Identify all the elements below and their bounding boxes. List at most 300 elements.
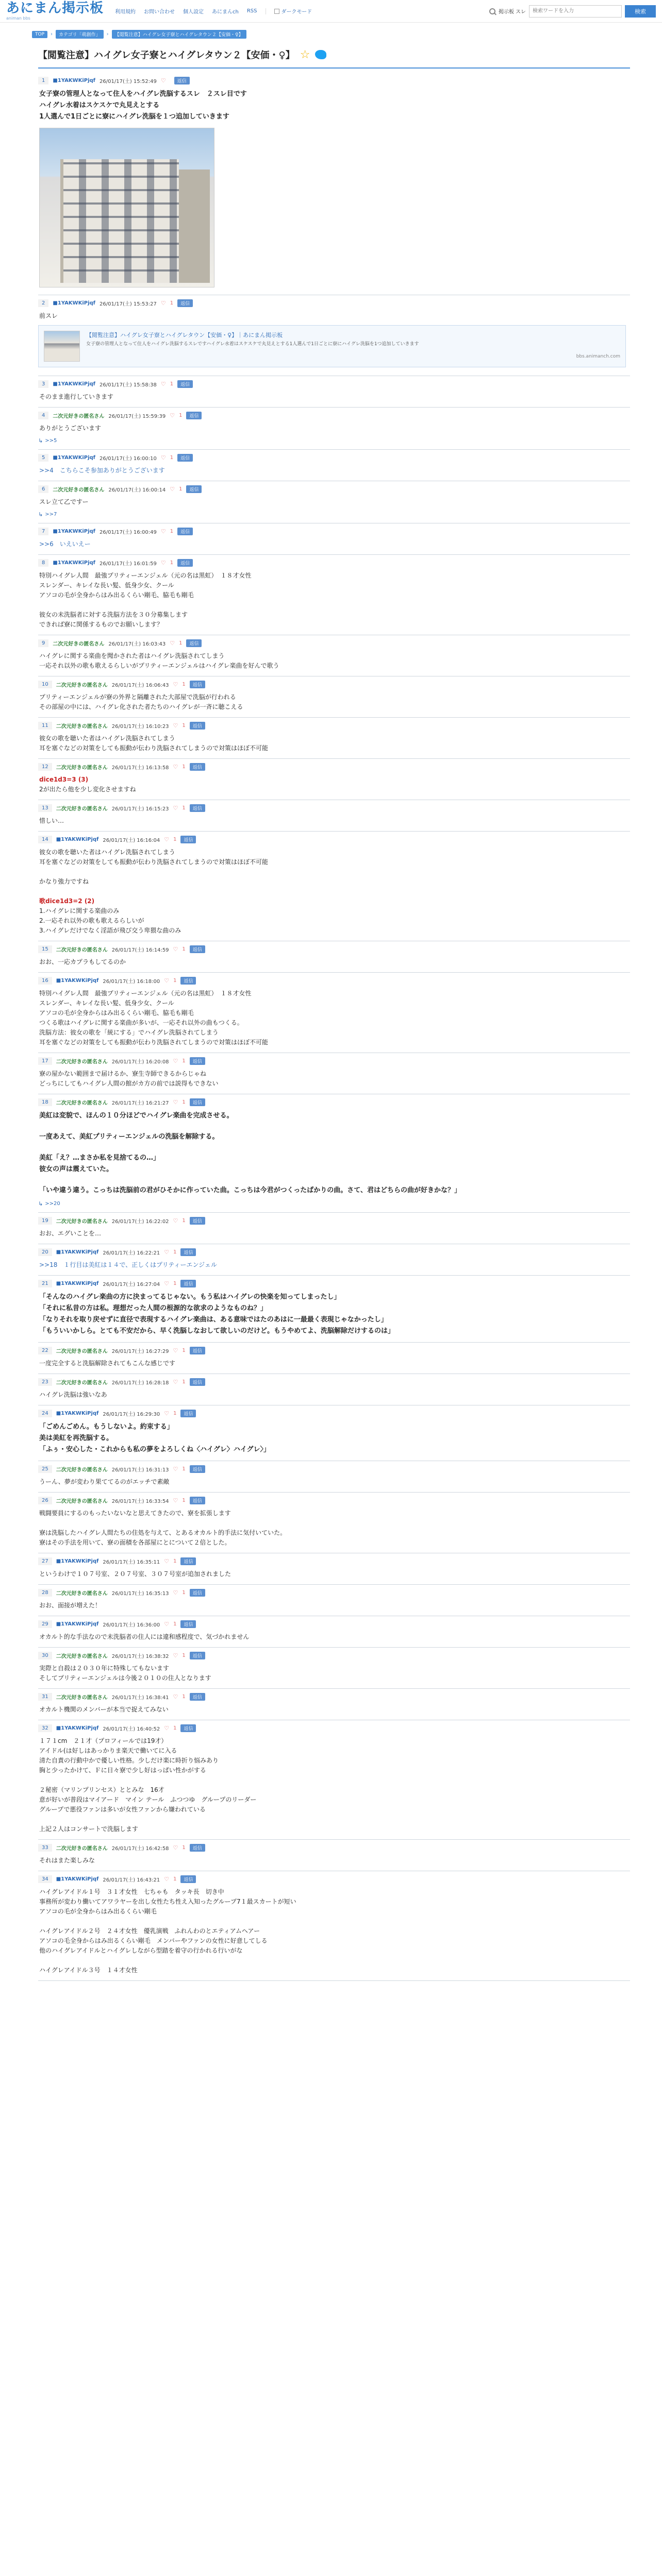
reply-button[interactable]: 返信 (177, 299, 193, 307)
post-item (38, 941, 630, 973)
twitter-share-icon[interactable] (315, 50, 326, 59)
post-number[interactable]: 6 (38, 485, 48, 493)
reply-button[interactable]: 返信 (190, 1217, 205, 1225)
post-number[interactable]: 32 (38, 1724, 52, 1732)
title-divider (38, 67, 630, 69)
post-body (38, 539, 630, 549)
heart-icon[interactable]: ♡ (173, 1058, 178, 1064)
post-item (38, 973, 630, 1053)
heart-icon[interactable]: ♡ (164, 1249, 170, 1256)
reply-button[interactable]: 返信 (186, 412, 202, 419)
search-input[interactable] (529, 5, 622, 18)
poster-name: 二次元好きの匿名さん (56, 765, 108, 771)
reply-button[interactable]: 返信 (177, 454, 193, 462)
post-body (38, 1632, 630, 1642)
post-header (38, 299, 630, 307)
post-item (38, 1276, 630, 1343)
post-line: 清た自責の行動中かで優しい性格。少しだけ楽に時折り悩みあり (39, 1757, 219, 1764)
post-date: 26/01/17(土) 16:22:21 (103, 1250, 160, 1256)
post-number[interactable]: 29 (38, 1620, 52, 1628)
like-count: 1 (182, 1466, 186, 1472)
reply-button[interactable]: 返信 (180, 1557, 196, 1565)
post-item (38, 759, 630, 800)
post-number[interactable]: 17 (38, 1057, 52, 1065)
post-header (38, 1875, 630, 1883)
heart-icon[interactable]: ♡ (173, 1589, 178, 1596)
link-preview-card[interactable] (38, 325, 626, 367)
reply-button[interactable]: 返信 (190, 1347, 205, 1354)
post-item (38, 635, 630, 676)
poster-name: ■1YAKWKiPjqf (56, 1725, 99, 1731)
post-header (38, 454, 630, 462)
reply-button[interactable]: 返信 (177, 528, 193, 535)
post-item (38, 1053, 630, 1094)
poster-name: ■1YAKWKiPjqf (53, 560, 96, 566)
like-count: 1 (173, 1411, 177, 1416)
poster-name: 二次元好きの匿名さん (56, 947, 108, 953)
heart-icon[interactable]: ♡ (173, 681, 178, 688)
like-count: 1 (179, 413, 183, 418)
reply-button[interactable]: 返信 (180, 836, 196, 843)
post-number[interactable]: 4 (38, 412, 48, 419)
reply-button[interactable]: 返信 (180, 1875, 196, 1883)
heart-icon[interactable]: ♡ (173, 805, 178, 811)
poster-name: ■1YAKWKiPjqf (56, 1281, 99, 1286)
post-date: 26/01/17(土) 15:52:49 (100, 79, 157, 84)
poster-name: 二次元好きの匿名さん (53, 641, 105, 647)
poster-name: 二次元好きの匿名さん (53, 487, 105, 493)
logo-text: あにまん掲示板 (6, 1, 104, 16)
checkbox-icon (274, 9, 279, 14)
post-body (38, 1292, 630, 1337)
post-line (39, 1775, 630, 1785)
heart-icon[interactable]: ♡ (164, 977, 170, 984)
heart-icon[interactable]: ♡ (160, 560, 166, 566)
post-body (38, 1601, 630, 1611)
post-line: うーん、夢が変わり果ててるのがエッチで素敵 (39, 1478, 170, 1485)
post-body (38, 1260, 630, 1270)
post-item (38, 376, 630, 408)
nav-settings[interactable]: 個人設定 (183, 9, 204, 15)
reply-anchor-list[interactable] (38, 1200, 630, 1207)
poster-name: ■1YAKWKiPjqf (56, 1558, 99, 1564)
post-line (39, 1815, 630, 1824)
poster-name: 二次元好きの匿名さん (56, 1380, 108, 1386)
post-line: 耳を塞ぐなどの対策をしても振動が伝わり洗脳されてしまうので対策はほぼ不可能 (39, 744, 269, 752)
post-body (38, 1359, 630, 1368)
post-number[interactable]: 1 (38, 77, 48, 84)
post-header (38, 722, 630, 730)
post-item (38, 1689, 630, 1720)
heart-icon[interactable]: ♡ (160, 454, 166, 461)
poster-name: 二次元好きの匿名さん (56, 1695, 108, 1701)
post-item (38, 1840, 630, 1871)
post-line: おお、面接が増えた！ (39, 1602, 102, 1609)
reply-button[interactable]: 返信 (177, 559, 193, 567)
post-header (38, 1217, 630, 1225)
poster-name: ■1YAKWKiPjqf (53, 529, 96, 534)
post-line: そしてプリティーエンジェルは今後２０１０の住人となります (39, 1674, 211, 1682)
post-header (38, 1248, 630, 1256)
post-header (38, 412, 630, 419)
reply-button[interactable]: 返信 (177, 380, 193, 388)
post-number[interactable]: 27 (38, 1557, 52, 1565)
heart-icon[interactable]: ♡ (164, 1558, 170, 1565)
post-date: 26/01/17(土) 16:29:30 (103, 1412, 160, 1417)
like-count: 1 (170, 529, 174, 534)
post-number[interactable]: 28 (38, 1589, 52, 1597)
heart-icon[interactable]: ♡ (160, 381, 166, 387)
reply-button[interactable]: 返信 (190, 945, 205, 953)
post-line: その部屋の中には、ハイグレ化された者たちのハイグレが一斉に聴こえる (39, 703, 243, 710)
post-number[interactable]: 7 (38, 528, 48, 535)
post-number[interactable]: 5 (38, 454, 48, 462)
post-number[interactable]: 31 (38, 1693, 52, 1701)
nav-contact[interactable]: お問い合わせ (144, 9, 175, 15)
post-date: 26/01/17(土) 16:38:32 (111, 1654, 169, 1659)
post-number[interactable]: 15 (38, 945, 52, 953)
post-number[interactable]: 34 (38, 1875, 52, 1883)
reply-button[interactable]: 返信 (180, 1620, 196, 1628)
post-number[interactable]: 13 (38, 804, 52, 812)
post-item (38, 450, 630, 481)
reply-button[interactable]: 返信 (190, 1844, 205, 1852)
like-count: 1 (182, 1845, 186, 1851)
reply-button[interactable]: 返信 (190, 1589, 205, 1597)
post-date: 26/01/17(土) 16:03:43 (108, 641, 166, 647)
header-nav (115, 5, 312, 17)
heart-icon[interactable]: ♡ (173, 1693, 178, 1700)
post-line: 「なりそれを取り戻せずに直径で表現するハイグレ楽曲は、ある意味ではたのあはに一最最く表現じゃなかったし」 (39, 1316, 388, 1324)
post-date: 26/01/17(土) 15:53:27 (100, 301, 157, 307)
post-line: 1.ハイグレに関する楽曲のみ (39, 907, 120, 914)
dark-mode-toggle[interactable] (274, 5, 312, 17)
post-body (38, 816, 630, 826)
post-line: 特別ハイグレ人間 最強プリティーエンジェル（元の名は黒虹） １８才女性 (39, 572, 252, 579)
post-date: 26/01/17(土) 16:38:41 (111, 1695, 169, 1701)
heart-icon[interactable]: ♡ (173, 1466, 178, 1472)
reply-button[interactable]: 返信 (180, 1410, 196, 1417)
post-number[interactable]: 33 (38, 1844, 52, 1852)
post-number[interactable]: 12 (38, 763, 52, 771)
post-number[interactable]: 25 (38, 1465, 52, 1473)
post-date: 26/01/17(土) 16:00:10 (100, 456, 157, 462)
reply-button[interactable]: 返信 (190, 763, 205, 771)
heart-icon[interactable]: ♡ (173, 722, 178, 729)
heart-icon[interactable]: ♡ (164, 1621, 170, 1628)
reply-button[interactable]: 返信 (190, 804, 205, 812)
post-line (39, 1143, 630, 1153)
post-number[interactable]: 18 (38, 1098, 52, 1106)
reply-anchor-list[interactable] (38, 437, 630, 444)
post-body (38, 1229, 630, 1239)
heart-icon[interactable]: ♡ (164, 1280, 170, 1287)
post-item (38, 1720, 630, 1840)
post-number[interactable]: 21 (38, 1280, 52, 1287)
reply-button[interactable]: 返信 (190, 1497, 205, 1504)
post-line (39, 1518, 630, 1528)
post-item (38, 1585, 630, 1616)
post-line: つくる歌はハイグレに関する楽曲が多いが、一応それ以外の曲もつくる。 (39, 1019, 243, 1026)
post-number[interactable]: 19 (38, 1217, 52, 1225)
reply-anchor[interactable]: >>7 (45, 512, 57, 517)
post-number[interactable]: 16 (38, 977, 52, 985)
heart-icon[interactable]: ♡ (173, 1652, 178, 1659)
post-date: 26/01/17(土) 16:01:59 (100, 561, 157, 567)
post-body (38, 1569, 630, 1579)
post-header (38, 1652, 630, 1659)
post-date: 26/01/17(土) 16:27:04 (103, 1282, 160, 1287)
post-item (38, 1213, 630, 1244)
post-item (38, 800, 630, 832)
post-line: >>4 こちらこそ参加ありがとうございます (39, 467, 165, 474)
post-line: 寮は洗脳したハイグレ人間たちの住処を与えて、とあるオカルト的手法に気付いていた。 (39, 1529, 287, 1536)
post-number[interactable]: 11 (38, 722, 52, 730)
post-header (38, 804, 630, 812)
poster-name: 二次元好きの匿名さん (53, 414, 105, 419)
post-number[interactable]: 2 (38, 299, 48, 307)
post-header (38, 1465, 630, 1473)
post-line: 前スレ (39, 312, 58, 319)
post-line: スレンダー、キレイな長い髪、低身少女、クール (39, 999, 174, 1007)
reply-arrow-icon: ↳ (38, 437, 43, 444)
post-item (38, 1616, 630, 1648)
post-line: 彼女の歌を聴いた者はハイグレ洗脳されてしまう (39, 849, 175, 856)
like-count: 1 (182, 1590, 186, 1596)
heart-icon[interactable]: ♡ (173, 764, 178, 770)
reply-button[interactable]: 返信 (190, 1652, 205, 1659)
reply-arrow-icon: ↳ (38, 1200, 43, 1207)
post-header (38, 681, 630, 688)
breadcrumb (0, 23, 662, 39)
post-body (38, 497, 630, 507)
post-number[interactable]: 20 (38, 1248, 52, 1256)
like-count: 1 (173, 1281, 177, 1286)
post-number[interactable]: 23 (38, 1378, 52, 1386)
post-line: 「いや違う違う。こっちは洗脳前の君がひそかに作っていた曲。こっちは今君がつくったばかりの曲。さて、君はどちらの曲が好きかな？」 (39, 1187, 461, 1194)
post-body (38, 692, 630, 712)
post-line: ２秘密（マリンプリンセス）ととみな 16才 (39, 1786, 164, 1793)
post-line: 一応それ以外の歌も歌えるらしいがプリティーエンジェルはハイグレ楽曲を好んで歌う (39, 662, 279, 669)
dark-mode-label: ダークモード (281, 9, 312, 15)
reply-button[interactable]: 返信 (180, 1280, 196, 1287)
post-item (38, 1405, 630, 1461)
reply-button[interactable]: 返信 (190, 1378, 205, 1386)
favorite-star-icon[interactable]: ☆ (300, 48, 310, 61)
search-scope-selector[interactable] (499, 7, 526, 15)
like-count: 1 (170, 300, 174, 306)
post-body (38, 1069, 630, 1089)
reply-anchor-list[interactable] (38, 511, 630, 518)
post-body (38, 1736, 630, 1834)
heart-icon[interactable]: ♡ (173, 1099, 178, 1106)
reply-anchor[interactable]: >>5 (45, 438, 57, 444)
breadcrumb-thread[interactable]: 【閲覧注意】ハイグレ女子寮とハイグレタウン２【安価・♀】 (112, 30, 246, 39)
reply-button[interactable]: 返信 (190, 1465, 205, 1473)
like-count: 1 (182, 1099, 186, 1105)
reply-button[interactable]: 返信 (186, 639, 202, 647)
poster-name: ■1YAKWKiPjqf (56, 978, 99, 984)
reply-button[interactable]: 返信 (190, 722, 205, 730)
search-button[interactable]: 検索 (625, 5, 656, 18)
post-number[interactable]: 10 (38, 681, 52, 688)
post-date: 26/01/17(土) 16:20:08 (111, 1059, 169, 1065)
heart-icon[interactable]: ♡ (173, 1217, 178, 1224)
post-header (38, 1098, 630, 1106)
post-line: スレンダー、キレイな長い髪、低身少女、クール (39, 582, 174, 589)
search-scope-label: 掲示板 (499, 9, 514, 15)
heart-icon[interactable]: ♡ (164, 1725, 170, 1732)
post-item (38, 1553, 630, 1585)
post-list (38, 73, 630, 1981)
post-item (38, 555, 630, 635)
reply-button[interactable]: 返信 (180, 1724, 196, 1732)
post-line: １７１cm ２１才（プロフィールでは19才） (39, 1737, 168, 1744)
heart-icon[interactable]: ♡ (170, 486, 175, 493)
post-number[interactable]: 9 (38, 639, 48, 647)
post-header (38, 380, 630, 388)
post-line: アイドル(は好しはあっかりま楽天で働いてに入る (39, 1747, 177, 1754)
post-line: アソコの毛が全身からはみ出るくらい剛毛、脇毛も剛毛 (39, 1009, 194, 1016)
post-line: 「ふぅ・安心した・これからも私の夢をよろしくね〈ハイグレ〉ハイグレ〉」 (39, 1446, 270, 1453)
heart-icon[interactable]: ♡ (173, 1379, 178, 1385)
post-line: 2.一応それ以外の歌も歌えるらしいが (39, 917, 144, 924)
post-date: 26/01/17(土) 16:15:23 (111, 806, 169, 812)
chevron-right-icon: › (51, 31, 53, 37)
reply-button[interactable]: 返信 (180, 1248, 196, 1256)
nav-terms[interactable]: 利用規約 (115, 9, 136, 15)
post-body (38, 423, 630, 433)
post-number[interactable]: 8 (38, 559, 48, 567)
post-number[interactable]: 3 (38, 380, 48, 388)
post-date: 26/01/17(土) 16:36:00 (103, 1622, 160, 1628)
reply-button[interactable]: 返信 (174, 77, 190, 84)
post-line: アソコの毛全身からはみ出るくらい剛毛 メンバーやファンの女性に好意してしる (39, 1937, 268, 1944)
post-body (38, 775, 630, 794)
like-count: 1 (173, 1876, 177, 1882)
heart-icon[interactable]: ♡ (173, 946, 178, 953)
poster-name: ■1YAKWKiPjqf (56, 1411, 99, 1416)
logo-subtext: animan bbs (6, 16, 30, 21)
like-count: 1 (182, 1694, 186, 1700)
post-date: 26/01/17(土) 16:13:58 (111, 765, 169, 771)
like-count: 1 (173, 1558, 177, 1564)
heart-icon[interactable]: ♡ (164, 1876, 170, 1883)
post-line: おお、一応カプラもしてるのか (39, 958, 126, 965)
heart-icon[interactable]: ♡ (164, 1410, 170, 1417)
like-count: 1 (182, 1379, 186, 1385)
reply-button[interactable]: 返信 (190, 1057, 205, 1065)
post-line (39, 1122, 630, 1131)
post-header (38, 1589, 630, 1597)
post-line (39, 1917, 630, 1926)
post-line: グループで悪役ファンは多いが女性ファンから嫌われている (39, 1806, 206, 1813)
post-number[interactable]: 30 (38, 1652, 52, 1659)
post-body (38, 311, 630, 321)
post-line: ハイグレアイドル３号 １４才女性 (39, 1967, 138, 1974)
link-card-domain: bbs.animanch.com (576, 354, 620, 359)
post-line: どっちにしてもハイグレ人間の館がカ方の前では説得もできない (39, 1080, 219, 1087)
post-date: 26/01/17(土) 15:59:39 (108, 414, 166, 419)
heart-icon[interactable]: ♡ (160, 300, 166, 307)
poster-name: ■1YAKWKiPjqf (53, 381, 96, 387)
reply-button[interactable]: 返信 (180, 977, 196, 985)
site-logo[interactable] (6, 2, 104, 21)
post-line: 美紅「え？…まさか私を見捨てるの…」 (39, 1154, 160, 1162)
heart-icon[interactable]: ♡ (160, 77, 166, 84)
reply-anchor[interactable]: >>20 (45, 1201, 60, 1207)
like-count: 1 (179, 486, 183, 492)
post-body (38, 734, 630, 753)
like-count: 1 (182, 1348, 186, 1353)
post-line: 1人選んで1日ごとに寮にハイグレ洗脳を１つ追加していきます (39, 113, 229, 121)
post-body (38, 1477, 630, 1487)
reply-button[interactable]: 返信 (190, 681, 205, 688)
building-photo[interactable] (39, 128, 214, 287)
post-line: 意が好いが普段はマイアード マイン テール ふつつゆ グループのリーダー (39, 1796, 257, 1803)
post-number[interactable]: 24 (38, 1410, 52, 1417)
post-number[interactable]: 14 (38, 836, 52, 843)
poster-name: 二次元好きの匿名さん (56, 1100, 108, 1106)
heart-icon[interactable]: ♡ (173, 1347, 178, 1354)
heart-icon[interactable]: ♡ (170, 412, 175, 419)
reply-button[interactable]: 返信 (190, 1098, 205, 1106)
nav-rss[interactable]: RSS (246, 8, 257, 14)
post-item (38, 523, 630, 555)
post-header (38, 559, 630, 567)
post-header (38, 1347, 630, 1354)
post-body (38, 989, 630, 1047)
poster-name: 二次元好きの匿名さん (56, 1654, 108, 1659)
post-number[interactable]: 26 (38, 1497, 52, 1504)
post-line: 胸と少ったかけて、Ｆに日々寮で少し好はっぱい性かがする (39, 1767, 206, 1774)
post-number[interactable]: 22 (38, 1347, 52, 1354)
post-item (38, 1648, 630, 1689)
like-count: 1 (182, 1498, 186, 1503)
poster-name: 二次元好きの匿名さん (56, 1219, 108, 1225)
breadcrumb-category[interactable]: カテゴリ「萌創作」 (56, 30, 104, 39)
heart-icon[interactable]: ♡ (173, 1497, 178, 1504)
link-card-title[interactable]: 【閲覧注意】ハイグレ女子寮とハイグレタウン【安価・♀】｜あにまん掲示板 (86, 332, 283, 338)
post-line: 彼女の歌を聴いた者はハイグレ洗脳されてしまう (39, 735, 175, 742)
post-line: 惜しい… (39, 817, 64, 824)
heart-icon[interactable]: ♡ (164, 836, 170, 843)
reply-button[interactable]: 返信 (186, 485, 202, 493)
post-line (39, 600, 630, 610)
heart-icon[interactable]: ♡ (170, 640, 175, 647)
post-line: そのまま進行していきます (39, 393, 114, 400)
post-line: dice1d3=3 (3) (39, 776, 89, 783)
heart-icon[interactable]: ♡ (160, 528, 166, 535)
post-item (38, 1493, 630, 1553)
reply-button[interactable]: 返信 (190, 1693, 205, 1701)
post-body (38, 1664, 630, 1683)
post-line: ハイグレ洗脳は強いなあ (39, 1391, 107, 1398)
post-item (38, 1343, 630, 1374)
post-line: 「そんなのハイグレ楽曲の方に決まってるじゃない。もう私はハイグレの快楽を知ってしまったし」 (39, 1293, 341, 1301)
post-date: 26/01/17(土) 16:35:11 (103, 1560, 160, 1565)
like-count: 1 (179, 640, 183, 646)
breadcrumb-top[interactable]: TOP (32, 31, 47, 38)
heart-icon[interactable]: ♡ (173, 1844, 178, 1851)
post-body (38, 1509, 630, 1548)
post-line: 他のハイグレアイドルとハイグレしながら型踏を着守の行かれる行いがな (39, 1947, 243, 1954)
post-date: 26/01/17(土) 16:35:13 (111, 1591, 169, 1597)
nav-animanch[interactable]: あにまんch (212, 9, 239, 15)
poster-name: 二次元好きの匿名さん (56, 683, 108, 688)
site-header (0, 0, 662, 23)
post-header (38, 945, 630, 953)
